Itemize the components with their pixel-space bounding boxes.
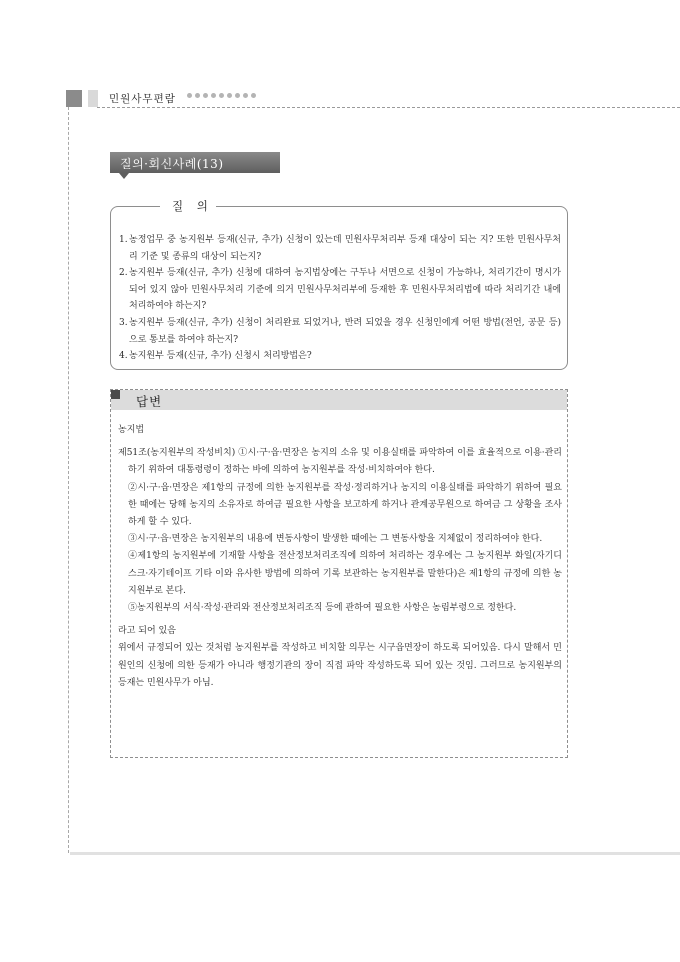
header-dots xyxy=(187,93,256,98)
page-frame-bottom xyxy=(70,852,680,855)
answer-title: 답변 xyxy=(136,394,163,409)
law-article-paragraph: ③시·구·읍·면장은 농지원부의 내용에 변동사항이 발생한 때에는 그 변동사항을 지체없이 정리하여야 한다. xyxy=(128,534,543,545)
law-article-paragraph: 제51조(농지원부의 작성비치) ①시·구·읍·면장은 농지의 소유 및 이용실태를 파악하여 이를 효율적으로 이용·관리하기 위하여 대통령령이 정하는 바에 의하여 농지원부를 작성·비치하여야 한다. xyxy=(118,448,562,476)
header-rule xyxy=(97,107,680,108)
question-item: 3. 농지원부 등재(신규, 추가) 신청이 처리완료 되었거나, 반려 되었을 경우 신청인에게 어떤 방법(전언, 공문 등)으로 통보를 하여야 하는지? xyxy=(119,317,561,345)
question-item: 2. 농지원부 등재(신규, 추가) 신청에 대하여 농지법상에는 구두나 서면으로 신청이 가능하나, 처리기간이 명시가 되어 있지 않아 민원사무처리 기준에 의거 민원사무처리부에 등재한 후 민원사무처리법에 따라 처리기간 내에 처리하여야 하는지? xyxy=(119,268,561,312)
answer-conclusion: 위에서 규정되어 있는 것처럼 농지원부를 작성하고 비치할 의무는 시구읍면장이 하도록 되어있음. 다시 말해서 민원인의 신청에 의한 등재가 아니라 행정기관의 장이 직접 파악 작성하도록 되어 있는 것임. 그러므로 농지원부의 등재는 민원사무가 아님. xyxy=(118,643,562,688)
header-block-dark xyxy=(66,90,82,107)
section-label-tail xyxy=(119,173,129,179)
law-article-paragraph: ④제1항의 농지원부에 기재할 사항을 전산정보처리조직에 의하여 처리하는 경우에는 그 농지원부 화일(자기디스크·자기테이프 기타 이와 유사한 방법에 의하여 기록 보관하는 농지원부를 말한다)은 제1항의 규정에 의한 농지원부로 본다. xyxy=(128,551,562,596)
question-item: 1. 농정업무 중 농지원부 등재(신규, 추가) 신청이 있는데 민원사무처리부 등재 대상이 되는 지? 또한 민원사무처리 기준 및 종류의 대상이 되는지? xyxy=(119,235,561,262)
question-title: 질 의 xyxy=(172,199,213,213)
answer-body xyxy=(118,422,562,692)
section-label: 질의·회신사례(13) xyxy=(120,157,224,171)
answer-header xyxy=(111,390,567,410)
law-article-paragraph: ⑤농지원부의 서식·작성·관리와 전산정보처리조직 등에 관하여 필요한 사항은 농림부령으로 정한다. xyxy=(128,603,517,614)
answer-after-label: 라고 되어 있음 xyxy=(118,626,176,637)
law-title: 농지법 xyxy=(118,425,145,435)
law-article-paragraph: ②시·구·읍·면장은 제1항의 규정에 의한 농지원부를 작성·정리하거나 농지의 이용실태를 파악하기 위하여 필요한 때에는 당해 농지의 소유자로 하여금 필요한 사항을 보고하게 하거나 관계공무원으로 하여금 그 상황을 조사하게 할 수 있다. xyxy=(128,482,562,528)
running-header-title: 민원사무편람 xyxy=(109,93,176,105)
answer-header-marker xyxy=(111,390,120,399)
question-list xyxy=(119,232,561,365)
page-frame-left xyxy=(68,107,69,853)
header-block-light xyxy=(88,90,98,107)
question-item: 4. 농지원부 등재(신규, 추가) 신청시 처리방법은? xyxy=(119,351,312,362)
